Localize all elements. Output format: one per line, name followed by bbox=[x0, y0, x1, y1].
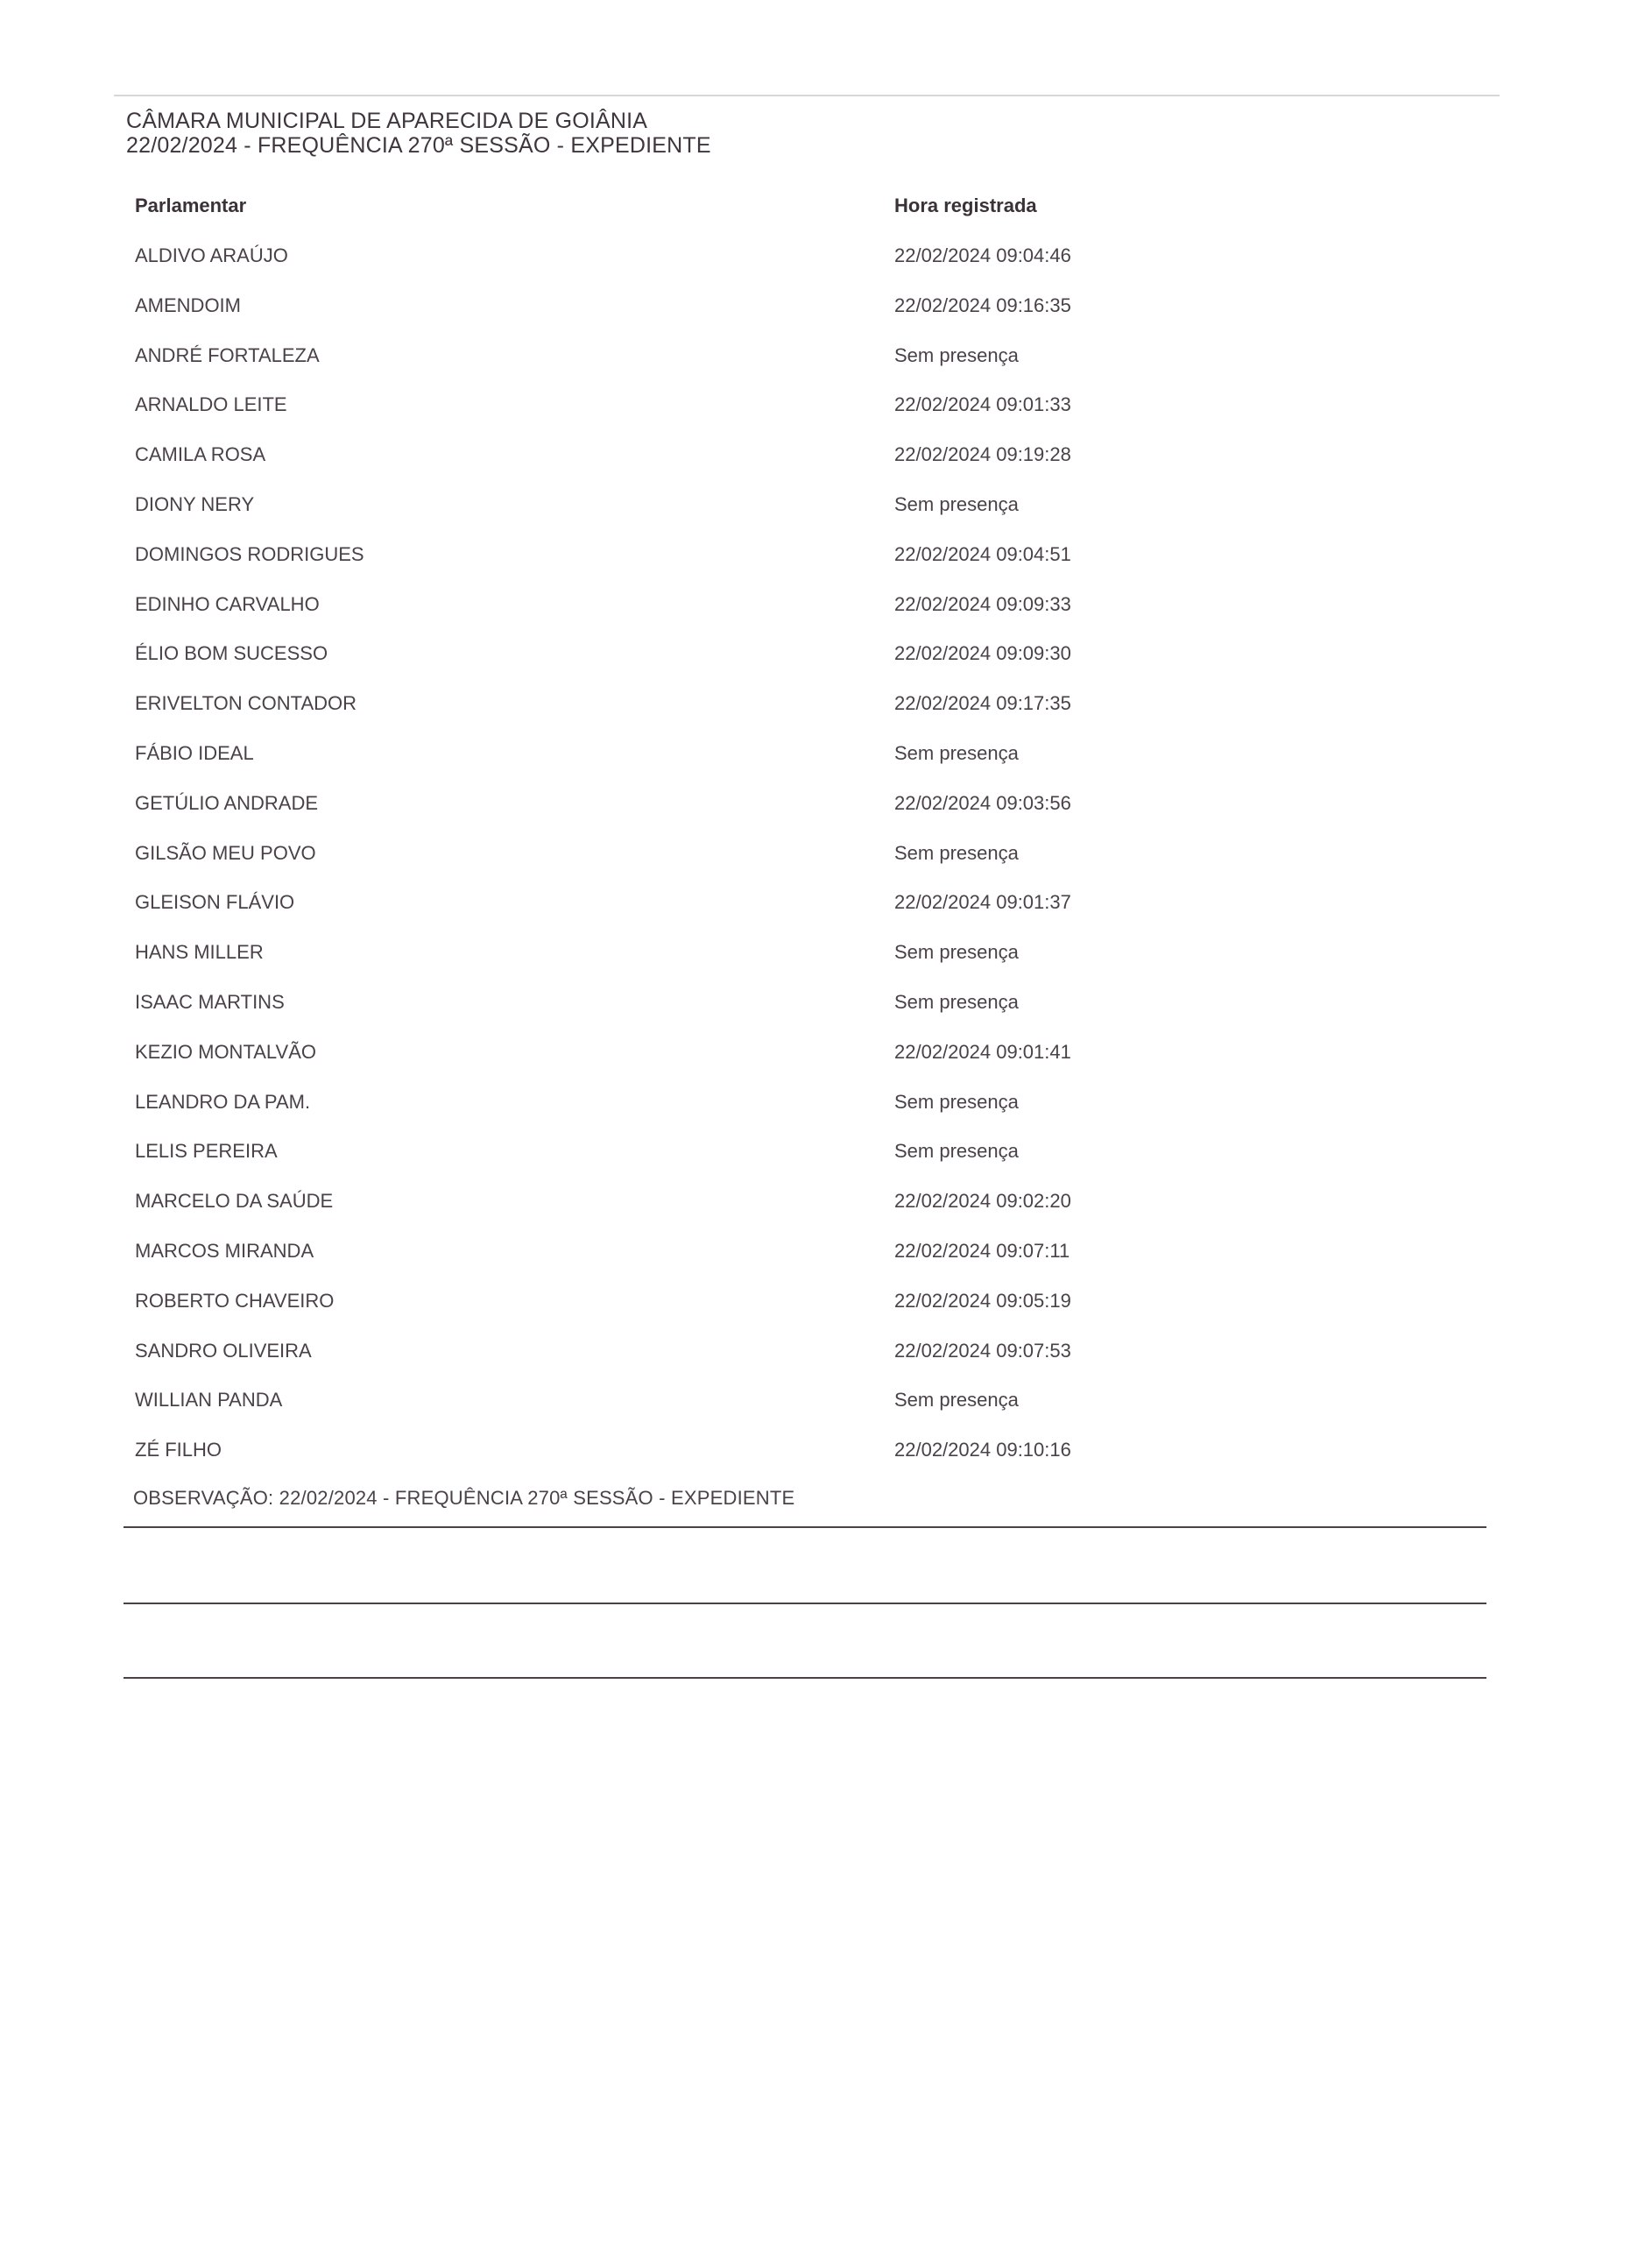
parlamentar-name: KEZIO MONTALVÃO bbox=[135, 1040, 316, 1063]
table-row bbox=[0, 241, 1652, 291]
registered-time: Sem presença bbox=[894, 990, 1019, 1013]
registered-time: 22/02/2024 09:03:56 bbox=[894, 791, 1071, 814]
signature-line-3 bbox=[124, 1677, 1486, 1679]
registered-time: 22/02/2024 09:05:19 bbox=[894, 1289, 1071, 1312]
table-row bbox=[0, 1286, 1652, 1336]
parlamentar-name: LELIS PEREIRA bbox=[135, 1140, 278, 1163]
registered-time: 22/02/2024 09:16:35 bbox=[894, 294, 1071, 316]
column-header-hora-registrada: Hora registrada bbox=[894, 195, 1037, 216]
session-title: 22/02/2024 - FREQUÊNCIA 270ª SESSÃO - EXPEDIENTE bbox=[126, 133, 711, 158]
parlamentar-name: DOMINGOS RODRIGUES bbox=[135, 542, 364, 565]
table-header-row bbox=[0, 191, 1652, 223]
table-row bbox=[0, 739, 1652, 789]
registered-time: 22/02/2024 09:04:51 bbox=[894, 542, 1071, 565]
registered-time: 22/02/2024 09:09:33 bbox=[894, 592, 1071, 615]
column-header-parlamentar: Parlamentar bbox=[135, 195, 247, 216]
parlamentar-name: ARNALDO LEITE bbox=[135, 393, 287, 416]
registered-time: Sem presença bbox=[894, 741, 1019, 764]
registered-time: 22/02/2024 09:07:53 bbox=[894, 1339, 1071, 1362]
institution-title: CÂMARA MUNICIPAL DE APARECIDA DE GOIÂNIA bbox=[126, 109, 648, 133]
parlamentar-name: FÁBIO IDEAL bbox=[135, 741, 254, 764]
parlamentar-name: GETÚLIO ANDRADE bbox=[135, 791, 319, 814]
parlamentar-name: GILSÃO MEU POVO bbox=[135, 841, 316, 864]
table-row bbox=[0, 1435, 1652, 1485]
parlamentar-name: ÉLIO BOM SUCESSO bbox=[135, 642, 328, 665]
table-row bbox=[0, 1037, 1652, 1087]
table-row bbox=[0, 987, 1652, 1037]
parlamentar-name: SANDRO OLIVEIRA bbox=[135, 1339, 312, 1362]
parlamentar-name: WILLIAN PANDA bbox=[135, 1389, 283, 1412]
table-row bbox=[0, 1186, 1652, 1236]
registered-time: Sem presença bbox=[894, 1090, 1019, 1113]
registered-time: 22/02/2024 09:01:33 bbox=[894, 393, 1071, 416]
parlamentar-name: ROBERTO CHAVEIRO bbox=[135, 1289, 335, 1312]
table-row bbox=[0, 1236, 1652, 1286]
registered-time: Sem presença bbox=[894, 941, 1019, 964]
signature-line-1 bbox=[124, 1526, 1486, 1528]
table-row bbox=[0, 590, 1652, 640]
table-row bbox=[0, 440, 1652, 490]
parlamentar-name: DIONY NERY bbox=[135, 492, 255, 515]
table-row bbox=[0, 789, 1652, 838]
table-row bbox=[0, 291, 1652, 341]
parlamentar-name: ANDRÉ FORTALEZA bbox=[135, 343, 320, 366]
table-row bbox=[0, 540, 1652, 590]
table-row bbox=[0, 888, 1652, 938]
parlamentar-name: MARCELO DA SAÚDE bbox=[135, 1190, 334, 1213]
table-body bbox=[0, 241, 1652, 1485]
parlamentar-name: ISAAC MARTINS bbox=[135, 990, 285, 1013]
observation-text: OBSERVAÇÃO: 22/02/2024 - FREQUÊNCIA 270ª SESSÃO - EXPEDIENTE bbox=[133, 1487, 795, 1509]
table-row bbox=[0, 1136, 1652, 1186]
parlamentar-name: ERIVELTON CONTADOR bbox=[135, 692, 357, 715]
parlamentar-name: LEANDRO DA PAM. bbox=[135, 1090, 311, 1113]
table-row bbox=[0, 341, 1652, 391]
registered-time: Sem presença bbox=[894, 841, 1019, 864]
parlamentar-name: ALDIVO ARAÚJO bbox=[135, 244, 288, 266]
table-row bbox=[0, 390, 1652, 440]
registered-time: 22/02/2024 09:19:28 bbox=[894, 443, 1071, 466]
signature-line-2 bbox=[124, 1603, 1486, 1604]
document-header bbox=[126, 109, 711, 158]
parlamentar-name: HANS MILLER bbox=[135, 941, 264, 964]
registered-time: Sem presença bbox=[894, 343, 1019, 366]
parlamentar-name: GLEISON FLÁVIO bbox=[135, 891, 295, 914]
registered-time: Sem presença bbox=[894, 1389, 1019, 1412]
registered-time: 22/02/2024 09:10:16 bbox=[894, 1439, 1071, 1461]
registered-time: 22/02/2024 09:01:37 bbox=[894, 891, 1071, 914]
parlamentar-name: ZÉ FILHO bbox=[135, 1439, 222, 1461]
table-row bbox=[0, 639, 1652, 689]
table-row bbox=[0, 1336, 1652, 1386]
table-row bbox=[0, 1385, 1652, 1435]
registered-time: 22/02/2024 09:09:30 bbox=[894, 642, 1071, 665]
parlamentar-name: MARCOS MIRANDA bbox=[135, 1239, 314, 1262]
registered-time: 22/02/2024 09:07:11 bbox=[894, 1239, 1070, 1262]
table-row bbox=[0, 938, 1652, 987]
registered-time: 22/02/2024 09:02:20 bbox=[894, 1190, 1071, 1213]
registered-time: 22/02/2024 09:04:46 bbox=[894, 244, 1071, 266]
registered-time: Sem presença bbox=[894, 1140, 1019, 1163]
attendance-table bbox=[0, 191, 1652, 1485]
registered-time: Sem presença bbox=[894, 492, 1019, 515]
registered-time: 22/02/2024 09:01:41 bbox=[894, 1040, 1071, 1063]
registered-time: 22/02/2024 09:17:35 bbox=[894, 692, 1071, 715]
table-row bbox=[0, 490, 1652, 540]
parlamentar-name: AMENDOIM bbox=[135, 294, 241, 316]
table-row bbox=[0, 1087, 1652, 1137]
top-divider bbox=[114, 95, 1500, 96]
table-row bbox=[0, 838, 1652, 888]
parlamentar-name: EDINHO CARVALHO bbox=[135, 592, 320, 615]
table-row bbox=[0, 689, 1652, 739]
parlamentar-name: CAMILA ROSA bbox=[135, 443, 266, 466]
